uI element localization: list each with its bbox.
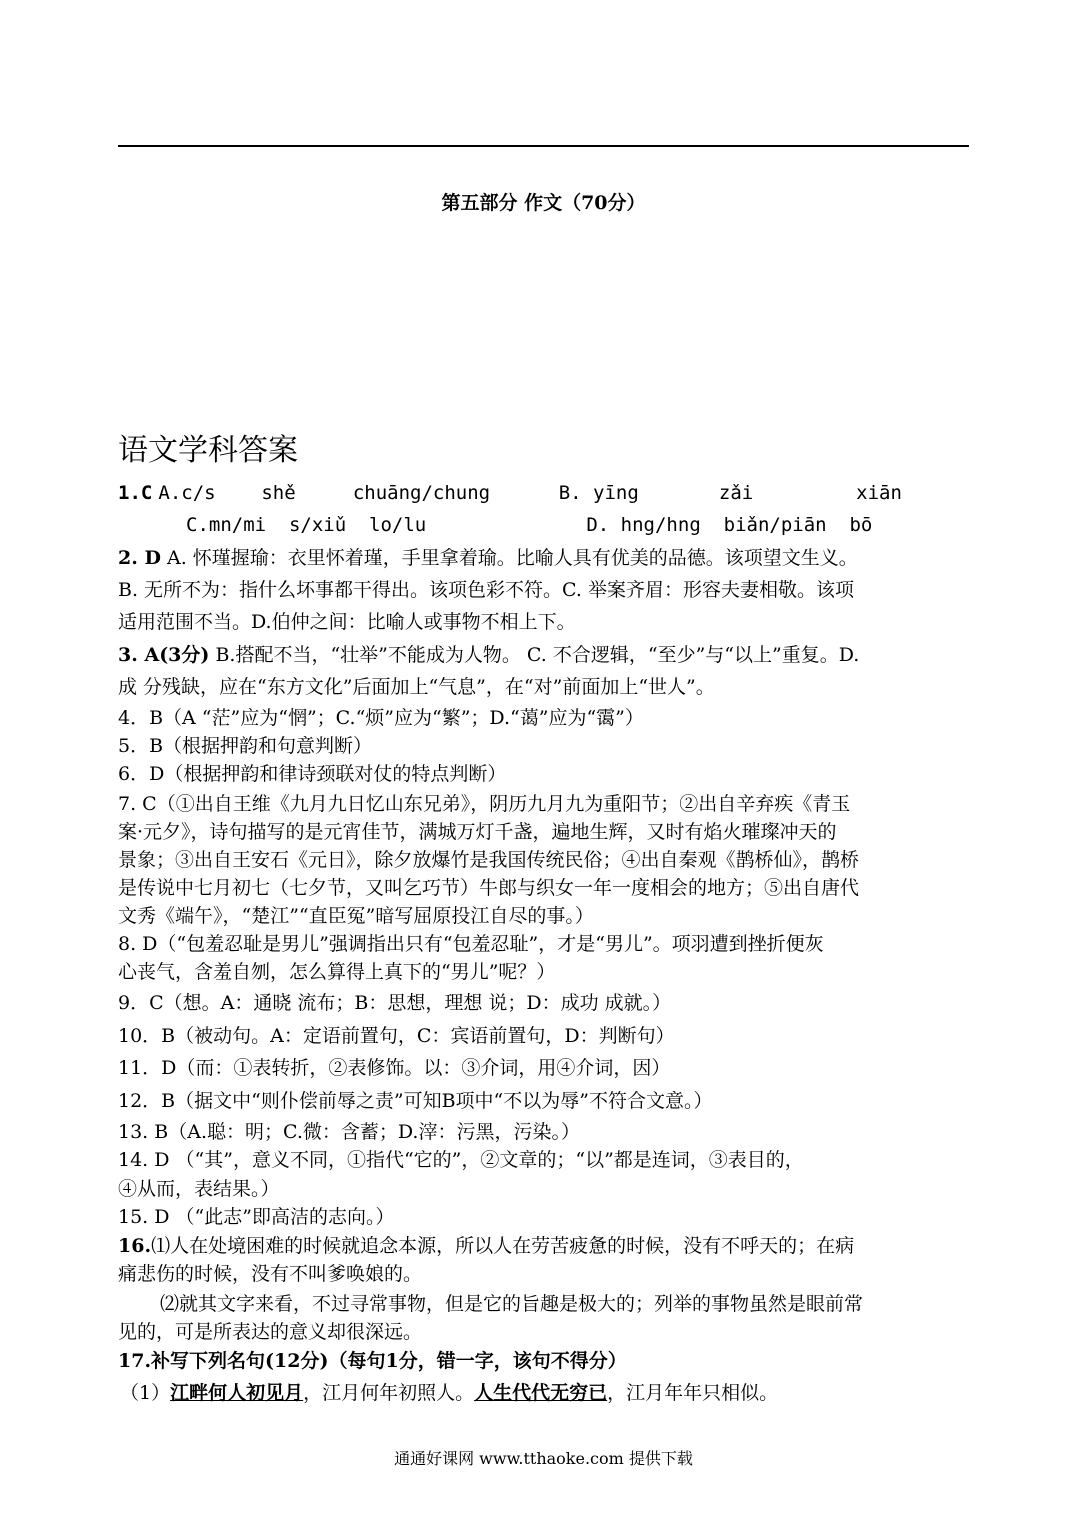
- q11-line: 11．D（而：①表转折，②表修饰。以：③介词，用④介词，因）: [118, 1057, 671, 1079]
- q1-options-row2: C.mn/mi s/xiǔ lo/lu D. hng/hng biǎn/piān bō: [186, 514, 873, 536]
- q17-answer1: 江畔何人初见月: [170, 1382, 304, 1404]
- q2-line1: [118, 549, 858, 568]
- q2-line3: 适用范围不当。D.伯仲之间：比喻人或事物不相上下。: [118, 611, 576, 633]
- answers-title: 语文学科答案: [118, 433, 298, 468]
- q3-text1: B.搭配不当，“壮举”不能成为人物。 C. 不合逻辑，“至少”与“以上”重复。D.: [215, 644, 860, 666]
- q7-line4: 是传说中七月初七（七夕节，又叫乞巧节）牛郎与织女一年一度相会的地方；⑤出自唐代: [118, 877, 860, 899]
- q1-row1: [118, 484, 902, 503]
- q16-number: 16.: [118, 1235, 152, 1257]
- section-heading: 第五部分 作文（70分）: [441, 192, 646, 214]
- q16-line3: ⑵就其文字来看，不过寻常事物，但是它的旨趣是极大的；列举的事物虽然是眼前常: [160, 1293, 864, 1315]
- q16-text1: ⑴人在处境困难的时候就追念本源，所以人在劳苦疲惫的时候，没有不呼天的；在病: [151, 1235, 855, 1257]
- q6-line: 6．D（根据押韵和律诗颈联对仗的特点判断）: [118, 763, 507, 785]
- q1-options-row1: A.c/s shě chuāng/chung B. yīng zǎi xiān: [158, 482, 902, 504]
- q2-text1: A. 怀瑾握瑜：衣里怀着瑾，手里拿着瑜。比喻人具有优美的品德。该项望文生义。: [166, 547, 858, 569]
- q15-line: 15. D （“此志”即高洁的志向。）: [118, 1206, 395, 1228]
- q4-line: 4．B（A “茫”应为“惘”；C.“烦”应为“繁”；D.“蔼”应为“霭”）: [118, 707, 644, 729]
- q16-line1: [118, 1237, 854, 1256]
- q8-line2: 心丧气，含羞自刎，怎么算得上真下的“男儿”呢？）: [118, 961, 556, 983]
- q9-line: 9．C（想。A：通晓 流布；B：思想，理想 说；D：成功 成就。）: [118, 992, 672, 1014]
- q17-text1: ，江月何年初照人。: [303, 1382, 475, 1404]
- q16-line4: 见的，可是所表达的意义却很深远。: [118, 1321, 423, 1343]
- q7-line2: 案·元夕》，诗句描写的是元宵佳节，满城万灯千盏，遍地生辉，又时有焰火璀璨冲天的: [118, 821, 837, 843]
- q14-line1: 14. D （“其”，意义不同，①指代“它的”，②文章的；“以”都是连词，③表目的，: [118, 1149, 804, 1171]
- q2-line2: B. 无所不为：指什么坏事都干得出。该项色彩不符。C. 举案齐眉：形容夫妻相敬。该项: [118, 579, 854, 601]
- q17-answer2: 人生代代无穷已: [474, 1382, 608, 1404]
- q2-number: 2. D: [118, 547, 161, 569]
- q1-row2: [186, 516, 872, 535]
- header-rule: [118, 145, 969, 147]
- q7-line5: 文秀《端午》，“楚江”“直臣冤”暗写屈原投江自尽的事。）: [118, 905, 594, 927]
- q10-line: 10．B（被动句。A：定语前置句，C：宾语前置句，D：判断句）: [118, 1025, 675, 1047]
- q3-number: 3. A(3分): [118, 644, 210, 666]
- q17-title: 17.补写下列名句(12分)（每句1分，错一字，该句不得分）: [118, 1350, 627, 1372]
- q3-line2: 成 分残缺，应在“东方文化”后面加上“气息”，在“对”前面加上“世人”。: [118, 676, 715, 698]
- q13-line: 13. B（A.聪：明；C.微：含蓄；D.滓：污黑，污染。）: [118, 1121, 580, 1143]
- q17-part-label: （1）: [120, 1382, 171, 1404]
- q12-line: 12．B（据文中“则仆偿前辱之责”可知B项中“不以为辱”不符合文意。）: [118, 1090, 713, 1112]
- q14-line2: ④从而，表结果。）: [118, 1178, 280, 1200]
- q17-line1: [120, 1384, 778, 1403]
- q7-line3: 景象；③出自王安石《元日》，除夕放爆竹是我国传统民俗；④出自秦观《鹊桥仙》，鹊桥: [118, 849, 860, 871]
- q8-line1: 8. D（“包羞忍耻是男儿”强调指出只有“包羞忍耻”，才是“男儿”。项羽遭到挫折便灰: [118, 933, 824, 955]
- q1-number: 1.C: [118, 482, 153, 504]
- footer-credit: 通通好课网 www.tthaoke.com 提供下载: [394, 1449, 693, 1468]
- q16-line2: 痛悲伤的时候，没有不叫爹唤娘的。: [118, 1263, 423, 1285]
- q3-line1: [118, 646, 859, 665]
- q17-text2: ，江月年年只相似。: [607, 1382, 779, 1404]
- q5-line: 5．B（根据押韵和句意判断）: [118, 735, 373, 757]
- q7-line1: 7. C（①出自王维《九月九日忆山东兄弟》，阴历九月九为重阳节；②出自辛弃疾《青玉: [118, 793, 851, 815]
